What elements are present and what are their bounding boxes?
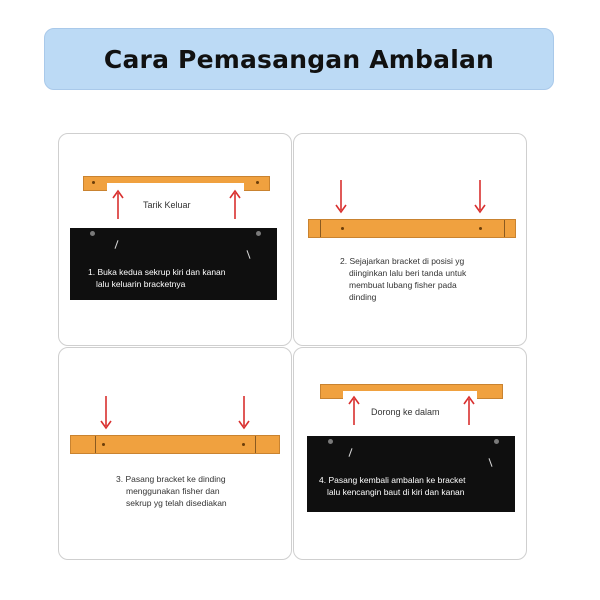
caption-line: 4. Pasang kembali ambalan ke bracket — [319, 475, 466, 485]
mark — [348, 448, 352, 457]
mark — [246, 250, 250, 259]
arrow-up-icon — [229, 189, 241, 219]
caption-line: dinding — [349, 292, 377, 302]
step-3-panel — [58, 347, 292, 560]
bracket-hole — [242, 443, 245, 446]
shelf-board — [307, 436, 515, 512]
caption-line: 1. Buka kedua sekrup kiri dan kanan — [88, 267, 226, 277]
arrow-down-icon — [335, 180, 347, 214]
step-1-panel — [58, 133, 292, 346]
step-label: Dorong ke dalam — [371, 407, 440, 417]
bracket — [308, 219, 516, 238]
screw-icon — [328, 439, 333, 444]
bracket-hole — [479, 227, 482, 230]
arrow-up-icon — [112, 189, 124, 219]
mark — [114, 240, 118, 249]
step-label: Tarik Keluar — [143, 200, 191, 210]
arrow-up-icon — [348, 395, 360, 425]
caption-line: 2. Sejajarkan bracket di posisi yg — [340, 256, 465, 266]
step-4-panel — [293, 347, 527, 560]
title-banner — [44, 28, 554, 90]
screw-icon — [256, 231, 261, 236]
step-caption — [319, 474, 511, 498]
caption-line: 3. Pasang bracket ke dinding — [116, 474, 226, 484]
bracket-hole — [102, 443, 105, 446]
shelf-board — [70, 228, 277, 300]
step-2-panel — [293, 133, 527, 346]
arrow-down-icon — [238, 396, 250, 430]
bracket-notch — [343, 391, 477, 400]
bracket-notch — [107, 183, 244, 192]
bracket-hole — [256, 181, 259, 184]
caption-line: menggunakan fisher dan — [126, 486, 220, 496]
arrow-down-icon — [100, 396, 112, 430]
step-caption — [340, 255, 520, 303]
bracket-hole — [92, 181, 95, 184]
caption-line: sekrup yg telah disediakan — [126, 498, 227, 508]
screw-icon — [90, 231, 95, 236]
step-caption — [88, 266, 273, 290]
page-title: Cara Pemasangan Ambalan — [103, 44, 495, 74]
caption-line: diinginkan lalu beri tanda untuk — [349, 268, 467, 278]
step-caption — [116, 473, 286, 509]
arrow-down-icon — [474, 180, 486, 214]
caption-line: lalu kencangin baut di kiri dan kanan — [327, 487, 465, 497]
bracket-hole — [341, 227, 344, 230]
caption-line: membuat lubang fisher pada — [349, 280, 457, 290]
caption-line: lalu keluarin bracketnya — [96, 279, 186, 289]
screw-icon — [494, 439, 499, 444]
mark — [488, 458, 492, 467]
arrow-up-icon — [463, 395, 475, 425]
